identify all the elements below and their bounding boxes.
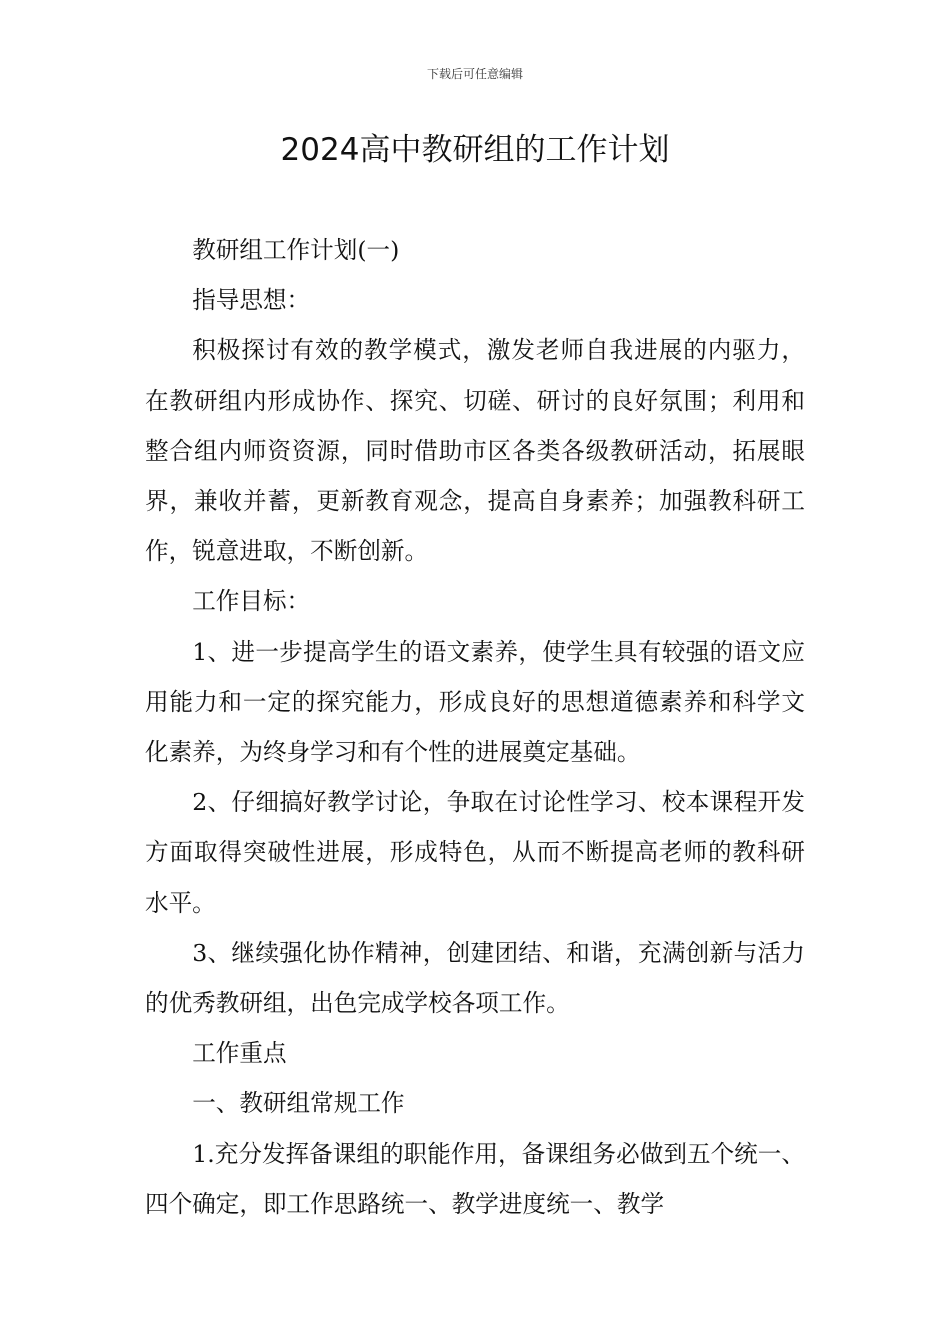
- subheading-guiding-thought: 指导思想：: [192, 286, 311, 315]
- subheading-work-focus: 工作重点: [192, 1039, 287, 1068]
- goal-item: 2、仔细搞好教学讨论，争取在讨论性学习、校本课程开发方面取得突破性进展，形成特色，从而不断提高老师的教科研水平。: [145, 788, 805, 917]
- goal-item: 1、进一步提高学生的语文素养，使学生具有较强的语文应用能力和一定的探究能力，形成良好的思想道德素养和科学文化素养，为终身学习和有个性的进展奠定基础。: [145, 637, 805, 767]
- document-body: [145, 225, 805, 1229]
- paragraph: 1.充分发挥备课组的职能作用，备课组务必做到五个统一、四个确定，即工作思路统一、教学进度统一、教学: [145, 1139, 805, 1218]
- paragraph: 积极探讨有效的教学模式，激发老师自我进展的内驱力，在教研组内形成协作、探究、切磋、研讨的良好氛围；利用和整合组内师资资源，同时借助市区各类各级教研活动，拓展眼界，兼收并蓄，更新教育观念，提高自身素养；加强教科研工作，锐意进取，不断创新。: [145, 336, 805, 566]
- goal-item: 3、继续强化协作精神，创建团结、和谐，充满创新与活力的优秀教研组，出色完成学校各项工作。: [145, 938, 805, 1018]
- subheading-routine-work: 一、教研组常规工作: [192, 1089, 405, 1118]
- subheading-work-goals: 工作目标：: [192, 587, 311, 616]
- section-heading: 教研组工作计划(一): [192, 236, 400, 264]
- document-title: 2024高中教研组的工作计划: [280, 132, 670, 168]
- header-note: 下载后可任意编辑: [426, 67, 523, 81]
